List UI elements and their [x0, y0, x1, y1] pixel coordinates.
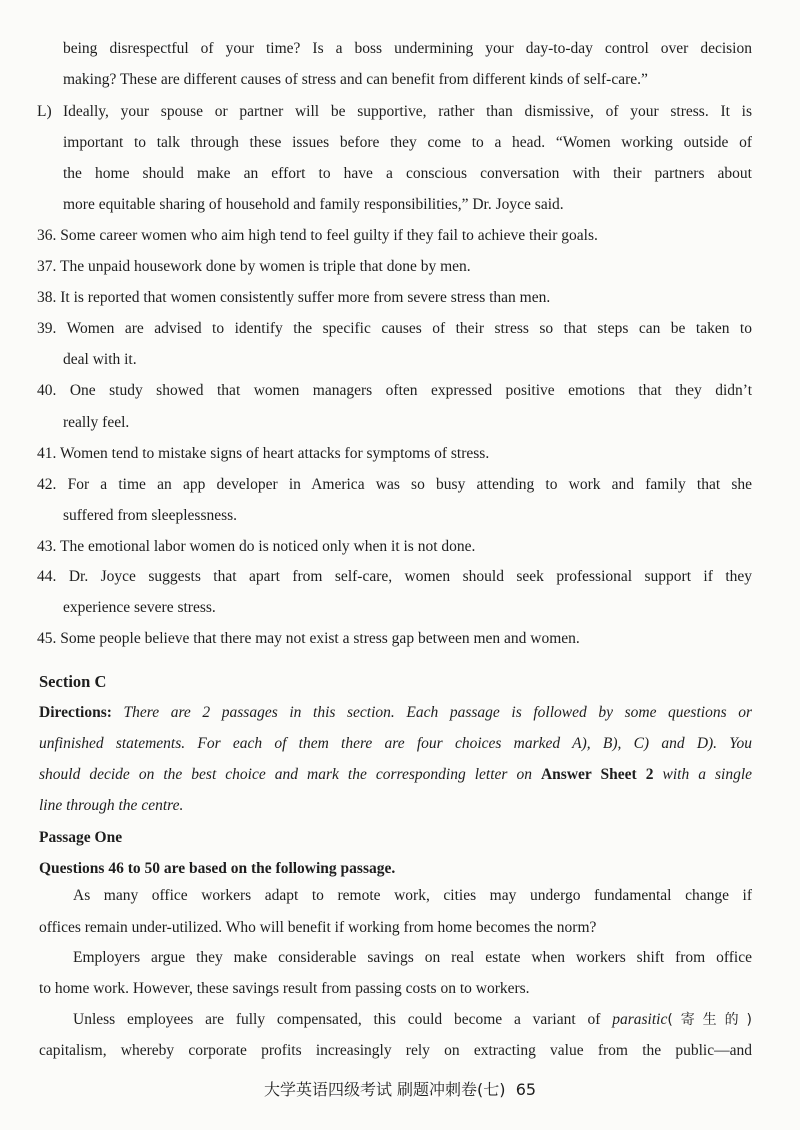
- exam-page: being disrespectful of your time? Is a boss undermining your day-to-day control over decision making? These are different causes of stress and can benefit from different kinds of self-care.” L) Ideally, your spouse or partner will be supportive, rather than dismissive, of your stress. It is important to talk through these issues before they come to a head. “Women working outside of the home should make an effort to have a conscious conversation with their partners about more equitable sharing of household and family responsibilities,” Dr. Joyce said. 36. Some career women who aim high tend to feel guilty if they fail to achieve their goals. 37. The unpaid housework done by women is triple that done by men. 38. It is reported that women consistently suffer more from severe stress than men. 39. Women are advised to identify the specific causes of their stress so that steps can be taken to deal with it. 40. One study showed that women managers often expressed positive emotions that they didn’t really feel. 41. Women tend to mistake signs of heart attacks for symptoms of stress. 42. For a time an app developer in America was so busy attending to work and family that she suffered from sleeplessness. 43. The emotional labor women do is noticed only when it is not done. 44. Dr. Joyce suggests that apart from self-care, women should seek professional support if they experience severe stress. 45. Some people believe that there may not exist a stress gap between men and women. Section C Directions: There are 2 passages in this section. Each passage is followed by some questions or unfinished statements. For each of them there are four choices marked A), B), C) and D). You should decide on the best choice and mark the corresponding letter on Answer Sheet 2 with a single line through the centre. Passage One Questions 46 to 50 are based on the following passage. As many office workers adapt to remote work, cities may undergo fundamental change if offices remain under-utilized. Who will benefit if working from home becomes the norm? Employers argue they make considerable savings on real estate when workers shift from office to home work. However, these savings result from passing costs on to workers. Unless employees are fully compensated, this could become a variant of parasitic(寄生的) capitalism, whereby corporate profits increasingly rely on extracting value from the public—and 大学英语四级考试 刷题冲刺卷(七) 65: [0, 0, 800, 1130]
- chinese-gloss: (寄生的): [667, 1012, 752, 1028]
- directions-label: Directions:: [39, 704, 112, 721]
- statement-43: 43. The emotional labor women do is noticed only when it is not done.: [37, 538, 476, 555]
- statement-41: 41. Women tend to mistake signs of heart attacks for symptoms of stress.: [37, 445, 490, 462]
- paragraph-label: L): [37, 103, 52, 120]
- statement-45: 45. Some people believe that there may not exist a stress gap between men and women.: [37, 630, 580, 647]
- paragraph-text-line: important to talk through these issues before they come to a head. “Women working outside of: [63, 134, 752, 151]
- page-number: 65: [515, 1080, 537, 1099]
- answer-sheet-ref: Answer Sheet 2: [540, 766, 654, 783]
- glossed-term: parasitic: [612, 1011, 668, 1028]
- passage-text-line: being disrespectful of your time? Is a boss undermining your day-to-day control over decision: [63, 40, 752, 57]
- statement-37: 37. The unpaid housework done by women is triple that done by men.: [37, 258, 471, 275]
- section-title: Section C: [39, 672, 107, 691]
- paragraph-text-line: more equitable sharing of household and family responsibilities,” Dr. Joyce said.: [63, 196, 564, 213]
- passage-text-line: making? These are different causes of stress and can benefit from different kinds of self-care.”: [63, 71, 648, 88]
- paragraph-text-line: the home should make an effort to have a conscious conversation with their partners about: [63, 165, 752, 182]
- passage-title: Passage One: [39, 829, 123, 846]
- paragraph-text-line: Ideally, your spouse or partner will be supportive, rather than dismissive, of your stress. It is: [63, 103, 752, 120]
- footer-title: 大学英语四级考试 刷题冲刺卷(七): [263, 1080, 506, 1099]
- statement-36: 36. Some career women who aim high tend to feel guilty if they fail to achieve their goals.: [37, 227, 598, 244]
- questions-note: Questions 46 to 50 are based on the following passage.: [39, 860, 396, 877]
- page-footer: [0, 1077, 800, 1100]
- statement-38: 38. It is reported that women consistently suffer more from severe stress than men.: [37, 289, 551, 306]
